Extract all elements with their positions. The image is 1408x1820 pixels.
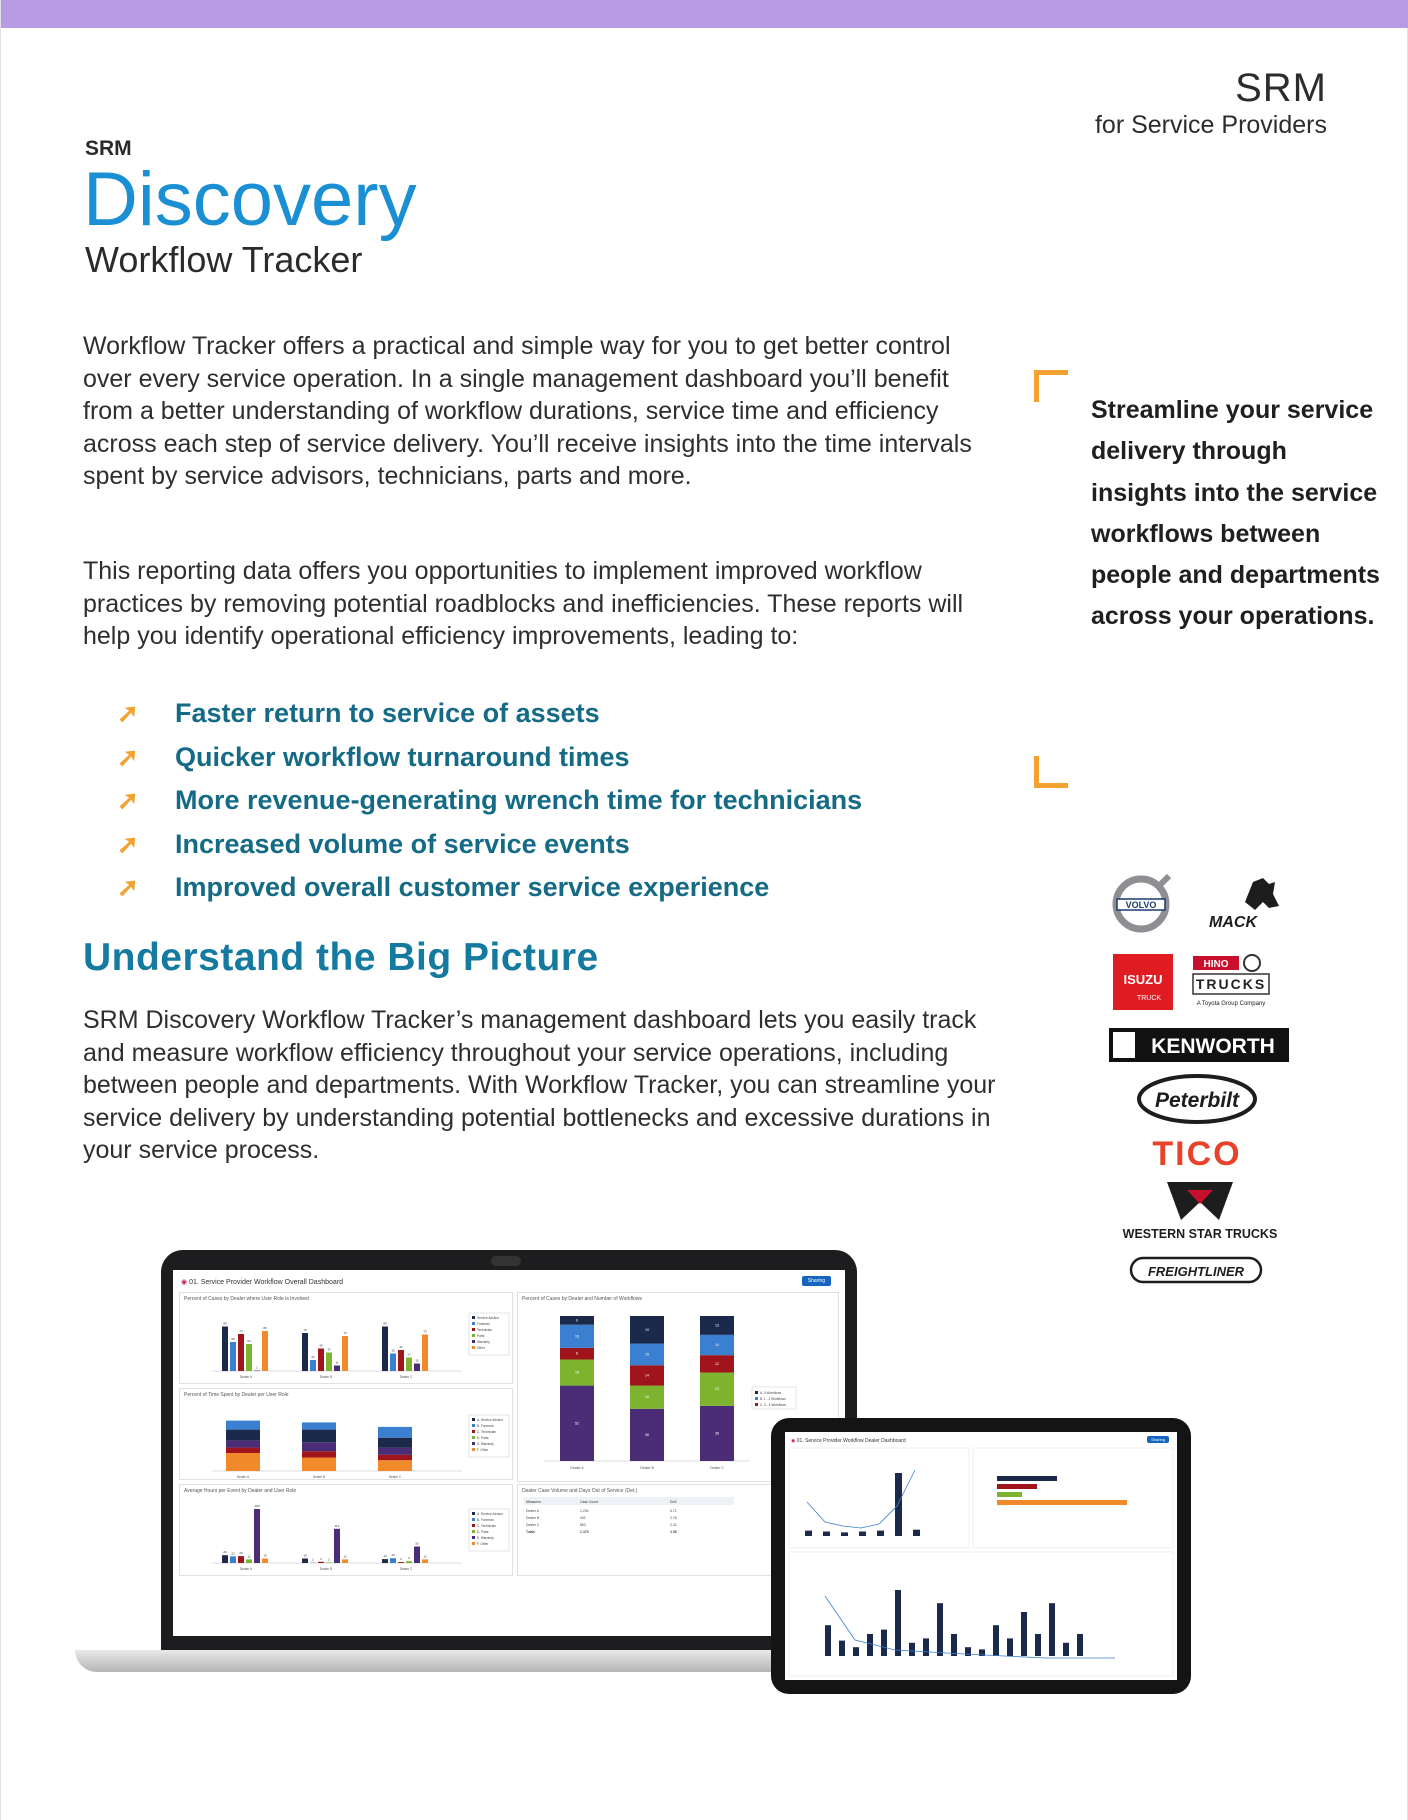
data-label: 74 xyxy=(239,1329,243,1333)
data-label: 23 xyxy=(239,1551,243,1556)
tablet-bar xyxy=(877,1531,884,1536)
legend-label: D. Parts xyxy=(477,1436,489,1440)
arrow-icon: ➚ xyxy=(117,785,139,816)
data-label: 22 xyxy=(231,1551,235,1556)
table-cell: 863 xyxy=(580,1523,586,1527)
bar xyxy=(326,1562,332,1563)
list-item: ➚ More revenue-generating wrench time for technicians xyxy=(117,785,863,816)
data-label: 1 xyxy=(312,1557,314,1562)
arrow-icon: ➚ xyxy=(117,741,139,772)
brand-name: SRM xyxy=(1235,66,1327,110)
bar xyxy=(414,1547,420,1564)
data-label: 180 xyxy=(254,1504,260,1508)
data-label: 15 xyxy=(645,1352,649,1357)
legend-label: B. 1 - 2 Workflows xyxy=(760,1397,786,1401)
tablet-bar xyxy=(859,1532,866,1537)
legend-swatch xyxy=(755,1403,758,1406)
bar xyxy=(262,1559,268,1564)
table-cell: 2.42 xyxy=(670,1523,677,1527)
bar xyxy=(318,1349,324,1372)
bar xyxy=(382,1559,388,1563)
bar xyxy=(254,1371,260,1372)
legend-label: Warranty xyxy=(477,1340,490,1344)
legend-swatch xyxy=(472,1424,475,1427)
tablet-bar xyxy=(895,1590,901,1656)
tablet-sharing-button[interactable]: Sharing xyxy=(1147,1436,1169,1443)
chart-time-spent xyxy=(182,1395,512,1481)
svg-text:TRUCKS: TRUCKS xyxy=(1195,976,1267,992)
tablet-bar xyxy=(1049,1603,1055,1656)
data-label: 14 xyxy=(645,1373,649,1378)
legend-swatch xyxy=(472,1530,475,1533)
quote-text: Streamline your service delivery through insights into the service workflows between people and departments across your operations. xyxy=(1091,396,1380,631)
legend-label: Parts xyxy=(477,1334,485,1338)
brand-header xyxy=(1095,66,1327,140)
title-main: Discovery xyxy=(83,157,417,242)
hino-logo xyxy=(1191,954,1277,1012)
tablet-bar xyxy=(1007,1638,1013,1656)
svg-text:TRUCK: TRUCK xyxy=(1136,995,1162,1002)
tick-label: Dealer B xyxy=(319,1567,333,1571)
chart-role-involved xyxy=(182,1299,512,1385)
bar xyxy=(382,1327,388,1372)
tablet-bar xyxy=(823,1532,830,1537)
svg-text:TICO: TICO xyxy=(1152,1136,1242,1170)
tablet-bar xyxy=(993,1625,999,1656)
data-label: 15 xyxy=(303,1553,307,1558)
stack-segment xyxy=(226,1440,260,1447)
data-label: 26 xyxy=(223,1550,227,1555)
tablet-bar xyxy=(867,1634,873,1656)
svg-text:VOLVO: VOLVO xyxy=(1125,900,1157,910)
intro-paragraph: Workflow Tracker offers a practical and simple way for you to get better control over every service operation. In a single management dashboard you’ll benefit from a better understanding of workflow durations, service time and efficiency across each step of service delivery. You’ll receive insights into the time intervals spent by service advisors, technicians, parts and more. xyxy=(83,332,972,490)
arrow-icon: ➚ xyxy=(117,698,139,729)
tick-label: Dealer A xyxy=(236,1475,250,1479)
data-label: 45 xyxy=(319,1343,323,1348)
tablet-hbar xyxy=(997,1476,1057,1481)
tablet-hbar xyxy=(997,1492,1022,1497)
bar xyxy=(422,1335,428,1372)
stack-segment xyxy=(378,1438,412,1448)
data-label: 42 xyxy=(399,1345,403,1349)
bar xyxy=(222,1327,228,1372)
tick-label: Dealer A xyxy=(570,1466,584,1470)
tablet-panel xyxy=(973,1448,1173,1548)
tick-label: Dealer C xyxy=(399,1375,413,1379)
data-label: 58 xyxy=(231,1337,235,1341)
tick-label: Dealer C xyxy=(388,1475,402,1479)
legend-swatch xyxy=(472,1346,475,1349)
legend-swatch xyxy=(472,1430,475,1433)
sharing-button[interactable]: Sharing xyxy=(802,1276,831,1286)
arrow-icon: ➚ xyxy=(117,828,139,859)
bar xyxy=(326,1353,332,1372)
data-label: 6 xyxy=(576,1318,578,1323)
bar xyxy=(262,1331,268,1371)
legend-swatch xyxy=(472,1322,475,1325)
bar xyxy=(310,1360,316,1371)
tablet-bar xyxy=(895,1473,902,1536)
data-label: 70 xyxy=(343,1331,347,1335)
data-label: 37 xyxy=(327,1347,331,1352)
list-item: ➚ Faster return to service of assets xyxy=(117,698,600,729)
bar xyxy=(342,1559,348,1563)
list-item: ➚ Improved overall customer service experience xyxy=(117,872,770,903)
panel-role-involved: Percent of Cases by Dealer where User Role is Involved 89 58 74 54 1 80 Dealer A 76 22 45 37 11 70 Dealer B 89 35 42 27 15 73 Dealer C Service Advisor Foreman Technician Parts Warranty Other xyxy=(179,1292,513,1384)
tick-label: Dealer B xyxy=(640,1466,654,1470)
bar xyxy=(398,1562,404,1563)
bar xyxy=(318,1562,324,1563)
title-subtitle: Workflow Tracker xyxy=(85,239,363,280)
legend-swatch xyxy=(472,1418,475,1421)
data-label: 15 xyxy=(415,1358,419,1363)
legend-swatch xyxy=(472,1512,475,1515)
data-label: 12 xyxy=(715,1361,719,1366)
svg-text:MACK: MACK xyxy=(1209,914,1257,931)
svg-text:Peterbilt: Peterbilt xyxy=(1154,1089,1240,1112)
legend-swatch xyxy=(755,1397,758,1400)
data-label: 27 xyxy=(407,1352,411,1357)
product-title xyxy=(83,137,417,281)
svg-text:HINO: HINO xyxy=(1203,959,1229,970)
bar xyxy=(238,1334,244,1371)
brand-subtitle: for Service Providers xyxy=(1094,111,1327,139)
legend-label: Foreman xyxy=(477,1322,490,1326)
table-cell: 2,478 xyxy=(580,1530,589,1534)
bar xyxy=(422,1559,428,1563)
big-picture-paragraph: SRM Discovery Workflow Tracker’s management dashboard lets you easily track and measure workflow efficiency throughout your service operations, including between people and departments. With Workflow Tracker, you can streamline your service delivery by understanding potential bottlenecks and excessive durations in your service process. xyxy=(83,1006,996,1164)
stack-segment xyxy=(226,1453,260,1471)
legend-label: F. Other xyxy=(477,1542,489,1546)
bar xyxy=(230,1556,236,1563)
bar xyxy=(334,1529,340,1563)
legend-swatch xyxy=(472,1524,475,1527)
arrow-icon: ➚ xyxy=(117,872,139,903)
legend-label: C. Technician xyxy=(477,1524,497,1528)
tablet-bar xyxy=(1035,1634,1041,1656)
quote-bracket-top xyxy=(1034,370,1068,402)
data-label: 16 xyxy=(391,1553,395,1558)
legend-label: A. Service Advisor xyxy=(477,1512,503,1516)
table-cell: 2.76 xyxy=(670,1516,677,1520)
legend-label: Other xyxy=(477,1346,485,1350)
data-label: 6 xyxy=(408,1556,410,1561)
panel-avg-hours: Average Hours per Event by Dealer and User Role 26 22 23 12 180 15 Dealer A 15 1 4 2 114 12 Dealer B 13 16 3 6 55 12 Dealer C A. Service Advisor B. Foreman C. Technician D. Parts E. Warranty F. Other xyxy=(179,1484,513,1576)
data-label: 114 xyxy=(334,1523,340,1528)
table-cell: 342 xyxy=(580,1516,586,1520)
bar xyxy=(246,1344,252,1371)
bar xyxy=(334,1366,340,1372)
stack-segment xyxy=(226,1421,260,1430)
data-label: 19 xyxy=(645,1327,649,1332)
bar xyxy=(342,1336,348,1371)
data-label: 2 xyxy=(328,1557,330,1562)
tablet-dashboard-title: ◉ 01. Service Provider Workflow Dealer Dashboard xyxy=(791,1438,906,1444)
tablet-bar xyxy=(825,1625,831,1656)
data-label: 14 xyxy=(715,1343,719,1347)
svg-text:A Toyota Group Company: A Toyota Group Company xyxy=(1196,1001,1266,1007)
bar xyxy=(230,1342,236,1371)
legend-swatch xyxy=(472,1518,475,1521)
data-label: 36 xyxy=(645,1432,649,1437)
bar xyxy=(390,1354,396,1372)
stack-segment xyxy=(378,1460,412,1471)
legend-label: Technician xyxy=(477,1328,493,1332)
data-label: 55 xyxy=(415,1541,419,1546)
data-label: 13 xyxy=(715,1323,719,1328)
data-label: 22 xyxy=(311,1355,315,1359)
tablet-bar xyxy=(965,1647,971,1656)
table-cell: 1,234 xyxy=(580,1509,589,1513)
peterbilt-logo xyxy=(1137,1074,1257,1124)
dashboard-icon: ◉ xyxy=(181,1279,188,1286)
kenworth-logo xyxy=(1109,1028,1289,1062)
stack-segment xyxy=(226,1448,260,1453)
tick-label: Dealer A xyxy=(239,1375,253,1379)
data-label: 76 xyxy=(303,1328,307,1332)
stack-segment xyxy=(302,1430,336,1443)
data-label: 35 xyxy=(391,1348,395,1353)
legend-label: C. 3 - 4 Workflows xyxy=(760,1403,786,1407)
tablet-bar xyxy=(853,1647,859,1656)
legend-label: F. Other xyxy=(477,1448,489,1452)
tablet-mockup xyxy=(771,1418,1191,1694)
data-label: 89 xyxy=(383,1321,387,1326)
legend-swatch xyxy=(472,1328,475,1331)
tablet-bar xyxy=(1021,1612,1027,1656)
bar xyxy=(398,1350,404,1371)
data-label: 54 xyxy=(247,1339,251,1343)
tablet-bar xyxy=(937,1603,943,1656)
stack-segment xyxy=(302,1458,336,1472)
bar xyxy=(254,1509,260,1563)
svg-text:KENWORTH: KENWORTH xyxy=(1151,1035,1275,1058)
data-label: 16 xyxy=(645,1395,649,1400)
stack-segment xyxy=(302,1442,336,1451)
svg-text:WESTERN STAR TRUCKS: WESTERN STAR TRUCKS xyxy=(1122,1227,1278,1241)
list-item: ➚ Quicker workflow turnaround times xyxy=(117,741,630,772)
legend-swatch xyxy=(755,1391,758,1394)
tablet-bar xyxy=(839,1641,845,1656)
legend-swatch xyxy=(472,1334,475,1337)
mack-logo xyxy=(1183,872,1293,932)
dashboard-title: ◉ 01. Service Provider Workflow Overall Dashboard xyxy=(181,1279,343,1286)
list-item: ➚ Increased volume of service events xyxy=(117,828,630,859)
title-small: SRM xyxy=(85,137,132,160)
table-cell: Dealer C xyxy=(526,1523,540,1527)
data-label: 12 xyxy=(343,1554,347,1559)
stack-segment xyxy=(226,1430,260,1441)
bar xyxy=(238,1556,244,1563)
svg-text:FREIGHTLINER: FREIGHTLINER xyxy=(1147,1264,1245,1279)
table-cell: Dealer B xyxy=(526,1516,540,1520)
freightliner-logo xyxy=(1129,1252,1267,1286)
tablet-bar xyxy=(913,1530,920,1536)
table-cell: 4.58 xyxy=(670,1530,677,1534)
panel-time-spent: Percent of Time Spent by Dealer per User Role Dealer A Dealer B Dealer C A. Service Advisor B. Foreman C. Technician D. Parts E. Warranty F. Other xyxy=(179,1388,513,1480)
legend-label: C. Technician xyxy=(477,1430,497,1434)
tablet-bar xyxy=(841,1532,848,1536)
legend-label: D. Parts xyxy=(477,1530,489,1534)
tico-logo xyxy=(1115,1136,1279,1170)
tablet-bar xyxy=(923,1638,929,1656)
chart-avg-hours xyxy=(182,1491,512,1577)
table-header: Measures xyxy=(526,1500,541,1504)
data-label: 52 xyxy=(575,1421,579,1426)
data-label: 4 xyxy=(320,1556,322,1561)
section-heading: Understand the Big Picture xyxy=(83,936,599,979)
data-label: 11 xyxy=(335,1360,339,1365)
tablet-bar xyxy=(881,1630,887,1656)
tablet-panel xyxy=(789,1552,1173,1676)
bar xyxy=(406,1561,412,1563)
data-label: 23 xyxy=(715,1387,719,1392)
table-header-bg xyxy=(524,1497,734,1505)
tick-label: Dealer C xyxy=(399,1567,413,1571)
data-label: 18 xyxy=(575,1370,579,1375)
tablet-hbar xyxy=(997,1484,1037,1489)
data-label: 12 xyxy=(247,1554,251,1559)
legend-label: B. Foreman xyxy=(477,1518,494,1522)
tablet-bar xyxy=(909,1643,915,1656)
legend-swatch xyxy=(472,1442,475,1445)
data-label: 13 xyxy=(383,1554,387,1559)
tablet-bar xyxy=(1063,1643,1069,1656)
panel-workflows: Percent of Cases by Dealer and Number of Workflows 52 18 8 16 6 Dealer A 36 16 14 15 19 Dealer B 38 23 12 14 13 Dealer C A. 0 Workflows B. 1 - 2 Workflows C. 3 - 4 Workflows xyxy=(517,1292,839,1482)
bar xyxy=(406,1358,412,1372)
benefit-list xyxy=(83,692,983,910)
legend-label: A. 0 Workflows xyxy=(760,1391,782,1395)
quote-bracket-bottom xyxy=(1034,756,1068,788)
legend-label: B. Foreman xyxy=(477,1424,494,1428)
legend-swatch xyxy=(472,1316,475,1319)
stack-segment xyxy=(302,1422,336,1429)
stack-segment xyxy=(378,1448,412,1455)
data-label: 80 xyxy=(263,1326,267,1330)
legend-label: E. Warranty xyxy=(477,1536,494,1540)
table-cell: Totals xyxy=(526,1530,535,1534)
data-label: 73 xyxy=(423,1329,427,1334)
western-star-logo xyxy=(1115,1180,1285,1242)
data-label: 12 xyxy=(423,1554,427,1559)
legend-swatch xyxy=(472,1448,475,1451)
tick-label: Dealer C xyxy=(710,1466,724,1470)
tick-label: Dealer B xyxy=(319,1375,333,1379)
legend-swatch xyxy=(472,1536,475,1539)
data-label: 8 xyxy=(576,1351,578,1356)
table-header: DoS xyxy=(670,1500,677,1504)
data-label: 1 xyxy=(256,1365,258,1370)
legend-label: A. Service Advisor xyxy=(477,1418,503,1422)
bar xyxy=(414,1364,420,1372)
table-cell: 6.71 xyxy=(670,1509,677,1513)
legend-label: E. Warranty xyxy=(477,1442,494,1446)
laptop-screen xyxy=(173,1270,845,1636)
panel-case-volume: Dealer Case Volume and Days Out of Service (Det.) Measures Case Count DoS Dealer A 1,234 6.71 Dealer B 342 2.76 Dealer C 863 2.42 Totals 2,478 4.58 xyxy=(517,1484,839,1576)
bar xyxy=(390,1558,396,1563)
bar xyxy=(302,1559,308,1564)
data-label: 3 xyxy=(400,1557,402,1562)
tick-label: Dealer A xyxy=(239,1567,253,1571)
tablet-screen xyxy=(785,1432,1177,1680)
data-label: 16 xyxy=(575,1334,579,1339)
laptop-mockup xyxy=(161,1250,857,1656)
legend-swatch xyxy=(472,1436,475,1439)
legend-label: Service Advisor xyxy=(477,1316,499,1320)
table-cell: Dealer A xyxy=(526,1509,540,1513)
isuzu-logo xyxy=(1113,954,1173,1010)
tablet-hbar xyxy=(997,1500,1127,1505)
bar xyxy=(246,1559,252,1563)
bar xyxy=(222,1555,228,1563)
reporting-paragraph: This reporting data offers you opportunities to implement improved workflow practices by removing potential roadblocks and inefficiencies. These reports will help you identify operational efficiency improvements, leading to: xyxy=(83,557,964,650)
tick-label: Dealer B xyxy=(312,1475,326,1479)
svg-text:ISUZU: ISUZU xyxy=(1123,972,1163,987)
volvo-logo xyxy=(1109,872,1173,936)
top-color-band xyxy=(1,0,1408,28)
table-header: Case Count xyxy=(580,1500,598,1504)
data-label: 89 xyxy=(223,1321,227,1326)
tablet-charts xyxy=(785,1446,1177,1680)
camera-icon xyxy=(491,1256,521,1266)
data-label: 38 xyxy=(715,1431,719,1436)
tablet-bar xyxy=(805,1531,812,1536)
stack-segment xyxy=(302,1451,336,1457)
bar xyxy=(302,1333,308,1371)
stack-segment xyxy=(378,1427,412,1438)
stack-segment xyxy=(378,1455,412,1460)
legend-swatch xyxy=(472,1340,475,1343)
tablet-bar xyxy=(1077,1634,1083,1656)
data-label: 15 xyxy=(263,1553,267,1558)
legend-swatch xyxy=(472,1542,475,1545)
tablet-bar xyxy=(951,1634,957,1656)
